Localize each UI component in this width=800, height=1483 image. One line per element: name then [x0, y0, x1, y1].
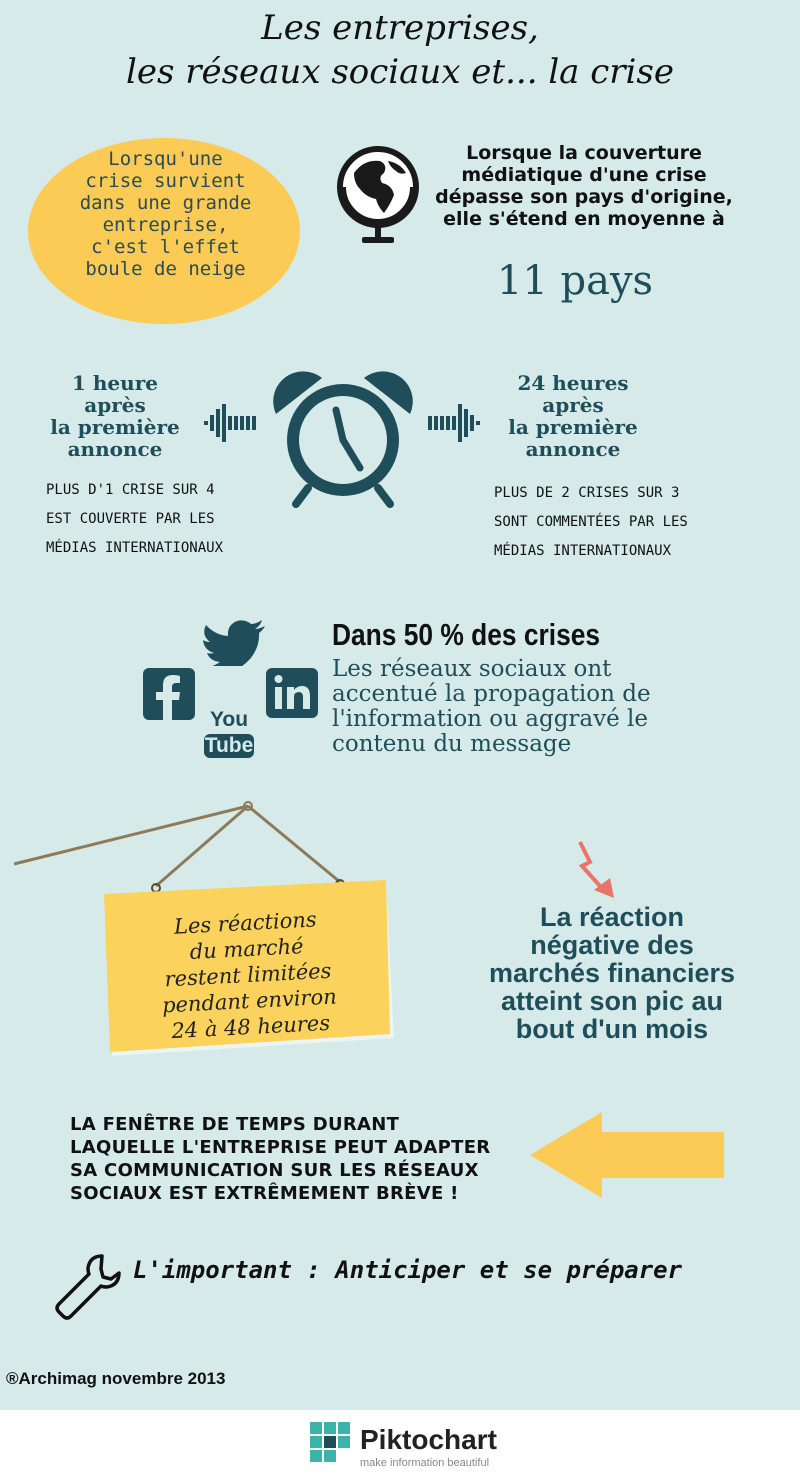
right-stat: [494, 479, 688, 566]
right-title-line: après: [542, 393, 604, 417]
piktochart-logo-icon[interactable]: [310, 1422, 352, 1468]
right-stat-line: MÉDIAS INTERNATIONAUX: [494, 543, 672, 559]
piktochart-tagline: make information beautiful: [360, 1457, 490, 1469]
copyright: ®Archimag novembre 2013: [6, 1369, 226, 1388]
snowball-text: Lorsqu'une crise survient dans une grande entreprise, c'est l'effet boule de neige: [79, 148, 252, 280]
right-title-line: annonce: [525, 437, 621, 461]
reaction-line: bout d'un mois: [515, 1014, 709, 1044]
piktochart-brand[interactable]: Piktochart: [360, 1424, 497, 1455]
social-headline: Dans 50 % des crises: [332, 617, 601, 652]
country-count: 11 pays: [496, 258, 654, 304]
youtube-tube-label: Tube: [204, 734, 254, 757]
wrench-icon: [52, 1252, 124, 1320]
note-text: [115, 903, 381, 1046]
globe-text: Lorsque la couverture médiatique d'une crise dépasse son pays d'origine, elle s'étend en moyenne à: [435, 142, 733, 230]
left-hour-title: [30, 372, 200, 460]
youtube-icon: [204, 708, 254, 758]
page-title: [0, 6, 800, 94]
alarm-clock-icon: [268, 370, 418, 510]
important-text: L'important : Anticiper et se préparer: [133, 1256, 683, 1284]
note-line: Les réactions: [173, 907, 318, 939]
right-hour-title: [488, 372, 658, 460]
left-arrow-icon: [200, 402, 262, 444]
left-title-line: après: [84, 393, 146, 417]
window-line: SA COMMUNICATION SUR LES RÉSEAUX: [70, 1160, 479, 1181]
facebook-icon: [143, 668, 195, 720]
right-stat-line: SONT COMMENTÉES PAR LES: [494, 514, 688, 530]
note-line: 24 à 48 heures: [170, 1010, 331, 1044]
left-stat-line: EST COUVERTE PAR LES: [46, 511, 215, 527]
youtube-you-label: You: [209, 708, 249, 731]
left-title-line: annonce: [67, 437, 163, 461]
right-title-line: 24 heures: [517, 371, 629, 395]
market-reaction: [462, 903, 762, 1043]
twitter-icon: [203, 620, 267, 666]
window-line: LA FENÊTRE DE TEMPS DURANT: [70, 1114, 400, 1135]
reaction-line: marchés financiers: [488, 958, 736, 988]
left-title-line: 1 heure: [72, 371, 158, 395]
right-arrow-icon: [424, 402, 486, 444]
window-line: SOCIAUX EST EXTRÊMEMENT BRÈVE !: [70, 1183, 459, 1204]
reaction-line: atteint son pic au: [500, 986, 724, 1016]
left-stat: [46, 476, 223, 563]
reaction-line: négative des: [530, 930, 694, 960]
note-line: restent limitées: [164, 958, 332, 992]
left-stat-line: PLUS D'1 CRISE SUR 4: [46, 482, 215, 498]
note-line: du marché: [189, 934, 305, 964]
left-stat-line: MÉDIAS INTERNATIONAUX: [46, 540, 224, 556]
left-title-line: la première: [50, 415, 180, 439]
title-line-1: Les entreprises,: [261, 8, 539, 48]
social-text: Les réseaux sociaux ont accentué la propagation de l'information ou aggravé le contenu du message: [332, 656, 651, 757]
reaction-line: La réaction: [539, 902, 685, 932]
note-line: pendant environ: [161, 984, 338, 1018]
title-line-2: les réseaux sociaux et... la crise: [125, 52, 675, 92]
down-arrow-icon: [572, 840, 622, 902]
window-line: LAQUELLE L'ENTREPRISE PEUT ADAPTER: [70, 1137, 491, 1158]
globe-icon: [336, 143, 424, 249]
right-stat-line: PLUS DE 2 CRISES SUR 3: [494, 485, 680, 501]
linkedin-icon: [266, 668, 318, 718]
time-window-text: [70, 1113, 530, 1205]
big-arrow-icon: [530, 1112, 726, 1198]
right-title-line: la première: [508, 415, 638, 439]
